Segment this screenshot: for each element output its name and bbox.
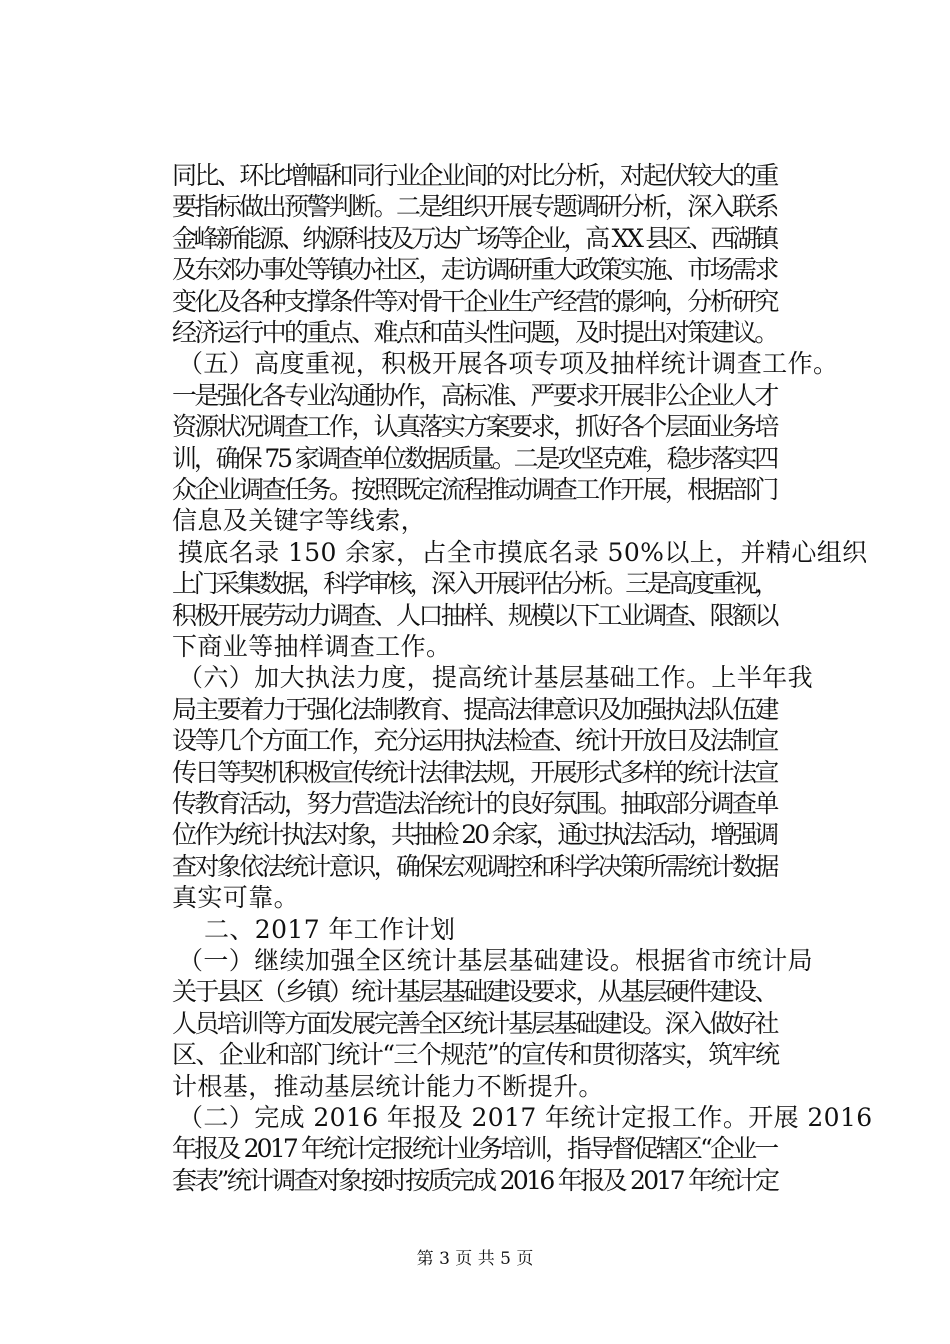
text-line: 人员培训等方面发展完善全区统计基层基础建设。深入做好社: [172, 1009, 777, 1038]
text-line: 设等几个方面工作，充分运用执法检查、统计开放日及法制宣: [172, 726, 777, 755]
text-line: 同比、环比增幅和同行业企业间的对比分析，对起伏较大的重: [172, 161, 777, 190]
text-line: 众企业调查任务。按照既定流程推动调查工作开展，根据部门: [172, 475, 777, 504]
text-line: 变化及各种支撑条件等对骨干企业生产经营的影响，分析研究: [172, 287, 777, 316]
text-line: 套表”统计调查对象按时按质完成 2016 年报及 2017 年统计定: [172, 1166, 778, 1195]
text-line: 及东郊办事处等镇办社区，走访调研重大政策实施、市场需求: [172, 255, 777, 284]
text-line: 关于县区（乡镇）统计基层基础建设要求，从基层硬件建设、: [172, 977, 777, 1006]
text-line: 下商业等抽样调查工作。: [172, 632, 452, 661]
text-line: 训，确保 75 家调查单位数据质量。二是攻坚克难，稳步落实四: [172, 444, 777, 473]
text-line: 区、企业和部门统计“三个规范”的宣传和贯彻落实，筑牢统: [172, 1040, 779, 1069]
text-line: 摸底名录 150 余家，占全市摸底名录 50%以上，并精心组织: [178, 538, 868, 567]
section-heading: （一）继续加强全区统计基层基础建设。根据省市统计局: [178, 946, 814, 975]
text-line: 资源状况调查工作，认真落实方案要求，抓好各个层面业务培: [172, 412, 777, 441]
text-line: 真实可靠。: [172, 883, 300, 912]
text-line: 传教育活动，努力营造法治统计的良好氛围。抽取部分调查单: [172, 789, 777, 818]
section-title: 二、2017 年工作计划: [204, 915, 456, 944]
page-number: 第 3 页 共 5 页: [416, 1249, 534, 1269]
text-line: 上门采集数据，科学审核，深入开展评估分析。三是高度重视，: [172, 569, 777, 598]
text-line: 要指标做出预警判断。二是组织开展专题调研分析，深入联系: [172, 192, 777, 221]
text-line: 局主要着力于强化法制教育、提高法律意识及加强执法队伍建: [172, 695, 777, 724]
text-line: 积极开展劳动力调查、人口抽样、规模以下工业调查、限额以: [172, 601, 777, 630]
text-line: 传日等契机积极宣传统计法律法规，开展形式多样的统计法宣: [172, 758, 777, 787]
section-heading: （六）加大执法力度，提高统计基层基础工作。上半年我: [178, 663, 814, 692]
text-line: 经济运行中的重点、难点和苗头性问题，及时提出对策建议。: [172, 318, 777, 347]
section-heading: （二）完成 2016 年报及 2017 年统计定报工作。开展 2016: [178, 1103, 873, 1132]
section-heading: （五）高度重视，积极开展各项专项及抽样统计调查工作。: [178, 349, 839, 378]
text-line: 查对象依法统计意识，确保宏观调控和科学决策所需统计数据: [172, 852, 777, 881]
text-line: 一是强化各专业沟通协作，高标准、严要求开展非公企业人才: [172, 381, 777, 410]
text-line: 年报及 2017 年统计定报统计业务培训，指导督促辖区“企业一: [172, 1134, 777, 1163]
text-line: 信息及关键字等线索，: [172, 506, 427, 535]
text-line: 位作为统计执法对象，共抽检 20 余家，通过执法活动，增强调: [172, 820, 777, 849]
text-line: 金峰新能源、纳源科技及万达广场等企业，高 XX 县区、西湖镇: [172, 224, 776, 253]
text-line: 计根基，推动基层统计能力不断提升。: [172, 1072, 604, 1101]
